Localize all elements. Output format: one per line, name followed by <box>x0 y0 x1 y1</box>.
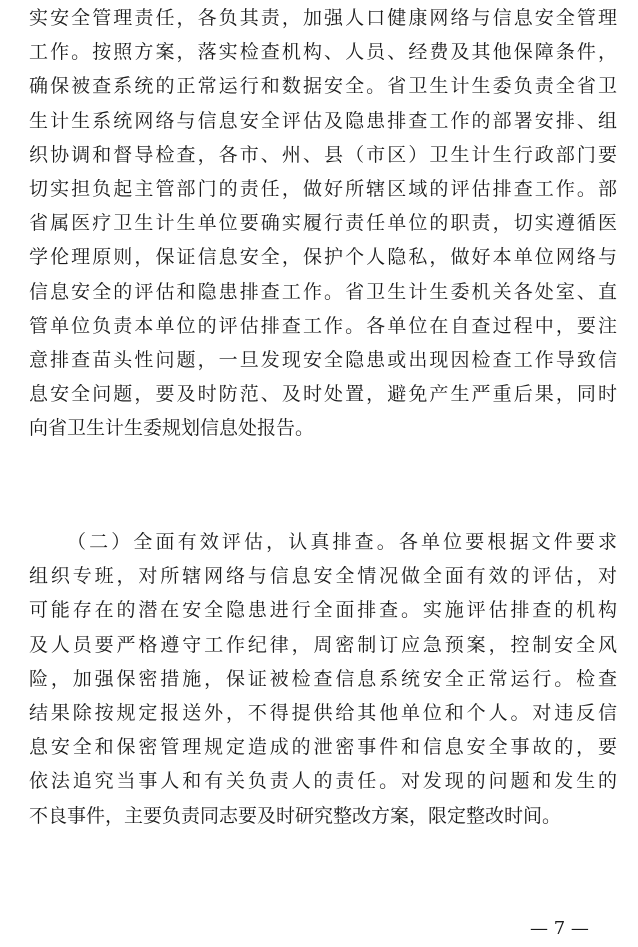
text-line: 信息安全的评估和隐患排查工作。省卫生计生委机关各处室、直 <box>29 280 617 303</box>
text-line: 息安全问题，要及时防范、及时处置，避免产生严重后果，同时 <box>29 383 617 406</box>
text-line: 组织专班，对所辖网络与信息安全情况做全面有效的评估，对 <box>29 565 617 588</box>
text-line: 管单位负责本单位的评估排查工作。各单位在自查过程中，要注 <box>29 314 617 337</box>
text-line: 依法追究当事人和有关负责人的责任。对发现的问题和发生的 <box>29 770 617 793</box>
text-line: 可能存在的潜在安全隐患进行全面排查。实施评估排查的机构 <box>29 599 617 622</box>
text-line: 及人员要严格遵守工作纪律，周密制订应急预案，控制安全风 <box>29 633 617 656</box>
text-line: 息安全和保密管理规定造成的泄密事件和信息安全事故的，要 <box>29 736 617 759</box>
paragraph-assessment <box>29 525 617 833</box>
text-line: 实安全管理责任，各负其责，加强人口健康网络与信息安全管理 <box>29 7 617 29</box>
text-line: 切实担负起主管部门的责任，做好所辖区域的评估排查工作。部 <box>29 177 617 200</box>
text-line: 省属医疗卫生计生单位要确实履行责任单位的职责，切实遵循医 <box>29 212 617 235</box>
text-line: 工作。按照方案，落实检查机构、人员、经费及其他保障条件， <box>29 41 617 64</box>
text-line: （二）全面有效评估，认真排查。各单位要根据文件要求 <box>67 531 617 553</box>
text-line: 意排查苗头性问题，一旦发现安全隐患或出现因检查工作导致信 <box>29 348 617 371</box>
text-line: 不良事件，主要负责同志要及时研究整改方案，限定整改时间。 <box>29 804 562 827</box>
text-line: 织协调和督导检查，各市、州、县（市区）卫生计生行政部门要 <box>29 143 617 166</box>
text-line: 生计生系统网络与信息安全评估及隐患排查工作的部署安排、组 <box>29 109 617 132</box>
text-line: 险，加强保密措施，保证被检查信息系统安全正常运行。检查 <box>29 667 617 690</box>
text-line: 结果除按规定报送外，不得提供给其他单位和个人。对违反信 <box>29 701 617 724</box>
text-line: 学伦理原则，保证信息安全，保护个人隐私，做好本单位网络与 <box>29 246 617 269</box>
text-line: 向省卫生计生委规划信息处报告。 <box>29 417 315 440</box>
text-line: 确保被查系统的正常运行和数据安全。省卫生计生委负责全省卫 <box>29 75 617 98</box>
paragraph-responsibilities <box>29 1 617 445</box>
page-number: — 7 — <box>530 918 589 939</box>
